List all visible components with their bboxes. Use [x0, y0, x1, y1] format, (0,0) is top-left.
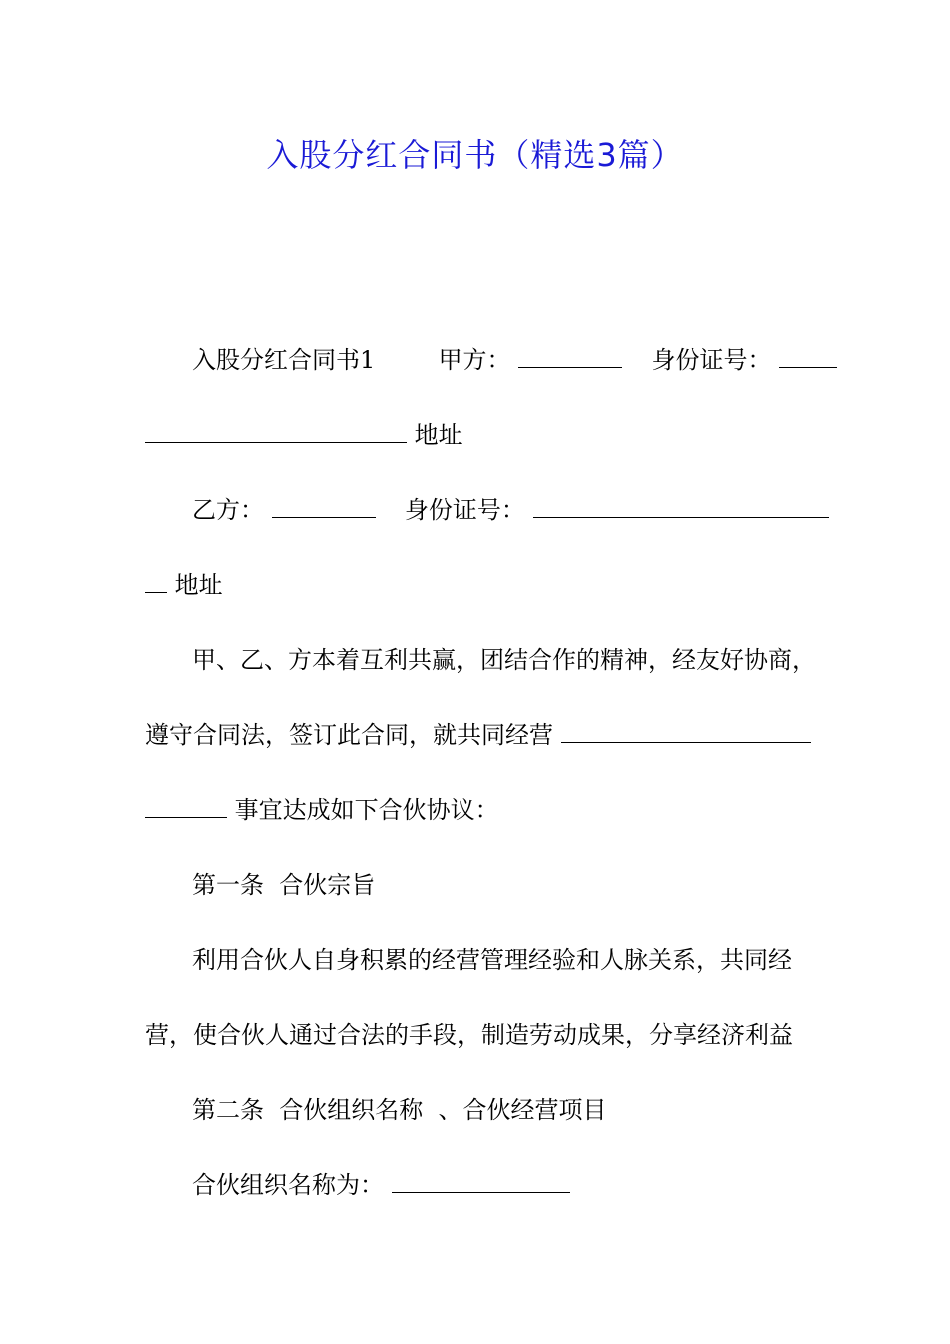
article-heading-2	[192, 1095, 607, 1125]
article-heading-1	[192, 870, 375, 900]
paragraph-text: 遵守合同法，签订此合同，就共同经营	[145, 721, 553, 749]
paragraph-text: 利用合伙人自身积累的经营管理经验和人脉关系，共同经	[192, 946, 792, 974]
line-10	[145, 1020, 793, 1050]
business-blank	[561, 720, 811, 743]
line-5	[192, 645, 816, 675]
contract-heading: 入股分红合同书1	[192, 346, 376, 374]
id-blank	[533, 495, 829, 518]
party-b-label: 乙方：	[192, 496, 264, 524]
org-name-label: 合伙组织名称为：	[192, 1171, 384, 1199]
line-2	[145, 420, 463, 450]
line-12	[192, 1170, 570, 1200]
address-label: 地址	[414, 421, 463, 449]
line-9	[192, 945, 792, 975]
party-a-label: 甲方：	[438, 346, 511, 374]
document-title: 入股分红合同书（精选3篇）	[266, 136, 684, 174]
address-label: 地址	[174, 571, 223, 599]
party-b-blank	[272, 495, 376, 518]
address-blank	[145, 570, 167, 593]
id-blank	[779, 345, 837, 368]
article-2-title: 第二条 合伙组织名称 、合伙经营项目	[192, 1096, 607, 1124]
line-3	[192, 495, 829, 525]
party-a-blank	[518, 345, 622, 368]
id-label: 身份证号：	[404, 496, 525, 524]
address-blank	[145, 420, 407, 443]
business-blank-cont	[145, 795, 227, 818]
id-label: 身份证号：	[651, 346, 772, 374]
line-6	[145, 720, 811, 750]
line-7	[145, 795, 499, 825]
line-1	[192, 345, 837, 375]
article-1-title: 第一条 合伙宗旨	[192, 871, 376, 899]
paragraph-text: 甲、乙、方本着互利共赢，团结合作的精神，经友好协商，	[192, 646, 816, 674]
paragraph-text: 事宜达成如下合伙协议：	[234, 796, 499, 824]
line-4	[145, 570, 223, 600]
org-name-blank	[392, 1170, 570, 1193]
paragraph-text: 营，使合伙人通过合法的手段，制造劳动成果，分享经济利益	[145, 1021, 793, 1049]
